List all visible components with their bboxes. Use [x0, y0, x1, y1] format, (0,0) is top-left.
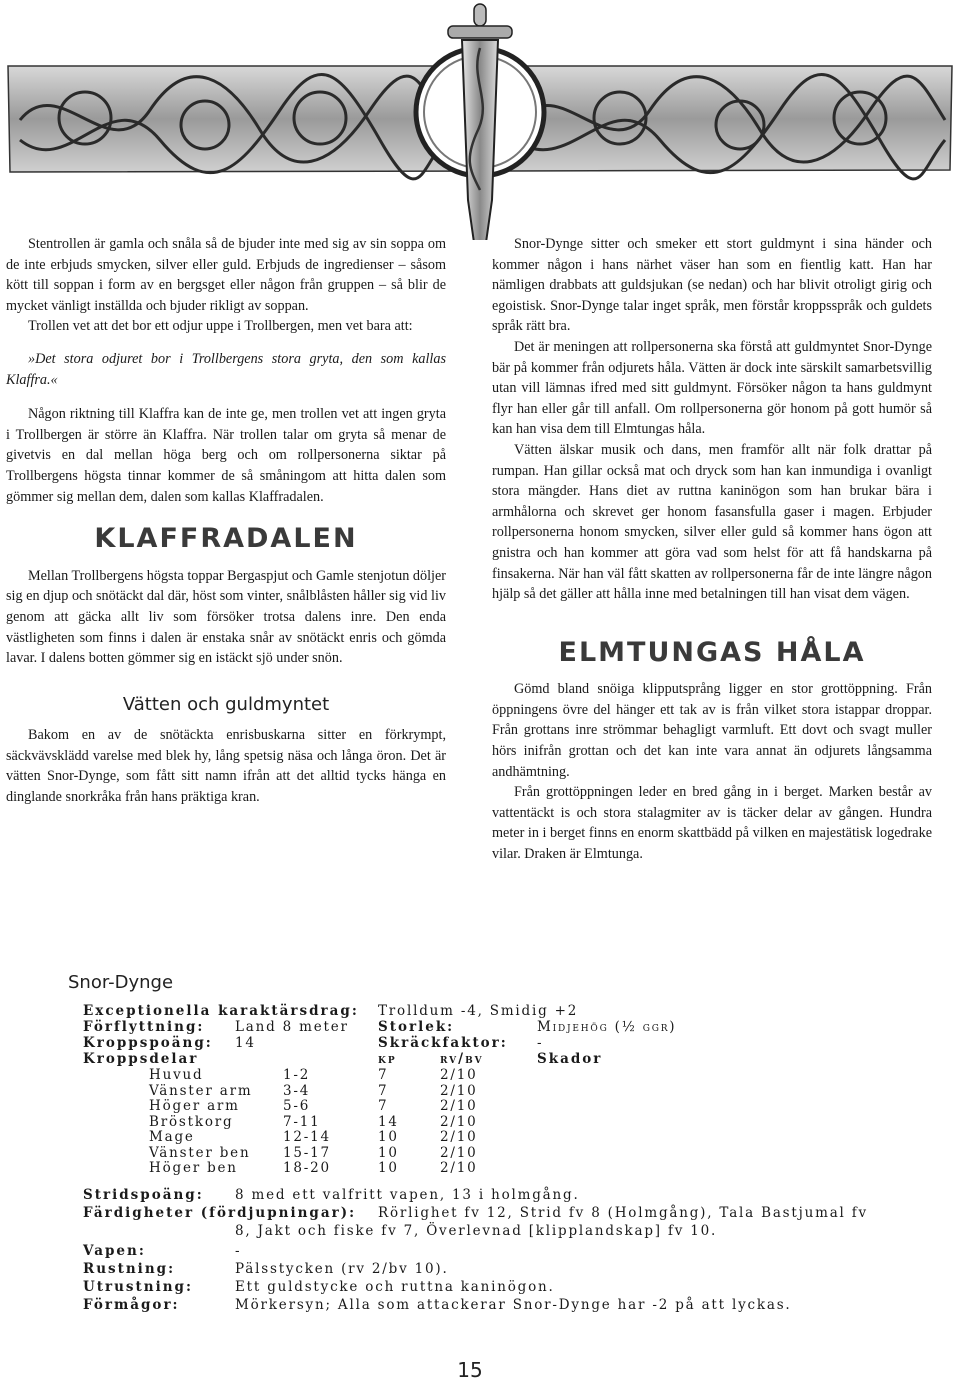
paragraph: Mellan Trollbergens högsta toppar Bergaspjut och Gamle stenjotun döljer sig en djup och snötäckt dal där, höst som vinter, snålblåsten håller sig vid liv genom att gäcka allt liv som försöker trotsa dalens inre. Den enda västligheten som finns i dalen är enstaka snår av snötäckt enris och gömda lavar. I dalens botten gömmer sig en istäckt sjö under snön.: [6, 567, 446, 667]
bodypart-name: Vänster ben: [149, 1144, 251, 1161]
stat-label: Kroppsdelar: [83, 1051, 199, 1067]
stat-value: 8 med ett valfritt vapen, 13 i holmgång.: [235, 1187, 580, 1203]
paragraph: Det är meningen att rollpersonerna ska förstå att guldmyntet Snor-Dynge bär på kommer från odjurets håla. Vätten är dock inte särskilt samarbetsvillig utan vill lämnas ifred med sitt guldmynt. Försöker någon ta hans guldmynt flyr han eller går till anfall. Om rollpersonerna gör honom på gott humör så kan han visa dem till Elmtungas håla.: [492, 338, 932, 438]
stat-row-bodyparts-header: [83, 1051, 943, 1067]
bodypart-name: Höger arm: [149, 1098, 240, 1114]
stat-label: Skräckfaktor:: [378, 1035, 508, 1051]
stat-row-gear: [83, 1279, 555, 1295]
stat-row-exceptional: [83, 1003, 579, 1019]
bodypart-kp: 7: [378, 1098, 389, 1114]
stat-label: Förmågor:: [83, 1297, 180, 1313]
stat-row-skills: [83, 1205, 868, 1221]
subsection-heading: Vätten och guldmyntet: [122, 693, 330, 715]
knotwork-banner-illustration: [0, 0, 960, 240]
stat-row-weapon: [83, 1243, 242, 1259]
bodypart-rvbv: 2/10: [440, 1098, 478, 1114]
stat-value: Trolldum -4, Smidig +2: [378, 1003, 579, 1019]
bodypart-rvbv: 2/10: [440, 1113, 478, 1130]
stat-row-armor: [83, 1261, 449, 1277]
paragraph: Gömd bland snöiga klipputsprång ligger en stor grottöppning. Från öppningens övre del hänger ett tak av is från vilket stora istappar droppar. Från grottans inre strömmar behagligt varmluft. Ett dovt och svagt muller hörs inifrån grottan och det kan inte vara annat än odjurets långsamma andhämtning.: [492, 681, 932, 780]
paragraph: Stentrollen är gamla och snåla så de bjuder inte med sig av sin soppa om de inte erbjuds smycken, silver eller guld. Erbjuds de ingredienser – såsom kött till soppan i form av en bergsget eller någon från gruppen – så blir de mycket vänligt inställda och bjuder rikligt av soppan.: [6, 236, 446, 314]
bodypart-range: 3-4: [283, 1082, 311, 1099]
stat-label: Vapen:: [83, 1243, 146, 1259]
paragraph: Vätten älskar musik och dans, men framför allt när folk drattar på rumpan. Han gillar också mat och dryck som han kan inmundiga i ovanligt stora mängder. Hans diet av ruttna kaninögon som han brukar bära i armhålorna och skrevet ger honom fasansfulla gaser i magen. Erbjuder rollpersonerna honom smycken, silver eller guld så kommer hans ögon att gnistra och han kommer att göra vad som helst för att få handskarna på finsakerna. När han väl fått skatten av rollpersonerna får de inte längre någon hjälp så det gäller att hålla inne med betalningen till han visat dem vägen.: [492, 441, 932, 603]
paragraph: Från grottöppningen leder en bred gång in i berget. Marken består av vattentäckt is och stora stalagmiter av is täcker delar av gången. Hundra meter in i berget finns en enorm skattbädd på vilken en majestätisk logedrake vilar. Draken är Elmtunga.: [492, 784, 932, 863]
stat-value: 8, Jakt och fiske fv 7, Överlevnad [klipplandskap] fv 10.: [235, 1223, 718, 1239]
stat-value: Land 8 meter: [235, 1019, 349, 1035]
bodypart-range: 18-20: [283, 1160, 331, 1176]
stat-value: Midjehög (½ ggr): [537, 1019, 677, 1035]
stat-row-abilities: [83, 1297, 792, 1313]
stat-label: Rustning:: [83, 1261, 176, 1277]
quote: »Det stora odjuret bor i Trollbergens stora gryta, den som kallas Klaffra.«: [6, 350, 446, 388]
bodypart-rvbv: 2/10: [440, 1144, 478, 1161]
bodypart-kp: 14: [378, 1113, 399, 1130]
stat-row-combat: [83, 1187, 580, 1203]
bodypart-row: [83, 1129, 943, 1145]
right-column: [492, 234, 932, 865]
bodypart-range: 12-14: [283, 1129, 331, 1145]
paragraph: Någon riktning till Klaffra kan de inte ge, men trollen vet att ingen gryta i Trollbergen är större än Klaffra. När trollen talar om gryta så menar de givetvis en dal mellan höga berg och om rollpersonerna siktar på Trollbergens högsta tinnar kommer de så småningom att hitta dalen som gömmer sig mellan dem, dalen som kallas Klaffradalen.: [6, 406, 446, 505]
stat-label: Kroppspoäng:: [83, 1035, 213, 1051]
stat-label: Förflyttning:: [83, 1019, 205, 1035]
stat-label: Storlek:: [378, 1019, 455, 1035]
bodypart-row: [83, 1145, 943, 1161]
bodypart-rvbv: 2/10: [440, 1082, 478, 1099]
stat-row-hitpoints: [83, 1035, 943, 1051]
stat-value: -: [537, 1035, 544, 1051]
stat-label: Stridspoäng:: [83, 1187, 204, 1203]
bodypart-range: 5-6: [283, 1098, 311, 1114]
bodypart-rvbv: 2/10: [440, 1160, 478, 1176]
stat-value: Rörlighet fv 12, Strid fv 8 (Holmgång), Tala Bastjumal fv: [378, 1205, 868, 1221]
statblock-title: Snor-Dynge: [68, 972, 174, 993]
stat-label: Färdigheter (fördjupningar):: [83, 1205, 357, 1221]
stat-value: Pälsstycken (rv 2/bv 10).: [235, 1261, 449, 1277]
bodypart-row: [83, 1083, 943, 1099]
bodypart-kp: 7: [378, 1082, 389, 1099]
bodypart-kp: 10: [378, 1129, 399, 1145]
stat-label: Exceptionella karaktärsdrag:: [83, 1003, 359, 1019]
stat-value: Mörkersyn; Alla som attackerar Snor-Dynge har -2 på att lyckas.: [235, 1297, 792, 1313]
bodypart-row: [83, 1067, 943, 1083]
column-header: Skador: [537, 1051, 603, 1067]
bodypart-name: Höger ben: [149, 1160, 238, 1176]
section-heading: ELMTUNGAS HÅLA: [558, 636, 866, 668]
bodypart-rvbv: 2/10: [440, 1067, 478, 1083]
bodypart-range: 15-17: [283, 1144, 331, 1161]
bodypart-name: Huvud: [149, 1067, 204, 1083]
bodypart-kp: 10: [378, 1144, 399, 1161]
stat-label: Utrustning:: [83, 1279, 193, 1295]
section-heading: KLAFFRADALEN: [94, 523, 358, 555]
paragraph: Bakom en av de snötäckta enrisbuskarna sitter en förkrympt, säckvävsklädd varelse med blek hy, lång spetsig näsa och långa öron. Det är vätten Snor-Dynge, som fått sitt namn ifrån att det alltid tycks hänga en dinglande snorkråka från hans präktiga kran.: [6, 727, 446, 806]
column-header: kp: [378, 1051, 397, 1067]
bodypart-name: Mage: [149, 1129, 195, 1145]
bodypart-name: Bröstkorg: [149, 1113, 234, 1130]
stat-value: 14: [235, 1035, 256, 1051]
paragraph: Trollen vet att det bor ett odjur uppe i Trollbergen, men vet bara att:: [28, 318, 413, 335]
bodypart-range: 7-11: [283, 1113, 321, 1130]
bodypart-kp: 7: [378, 1067, 389, 1083]
bodypart-name: Vänster arm: [149, 1082, 253, 1099]
bodypart-range: 1-2: [283, 1067, 311, 1083]
left-column: [6, 234, 446, 808]
stat-value: -: [235, 1243, 242, 1259]
stat-value: Ett guldstycke och ruttna kaninögon.: [235, 1279, 555, 1295]
page-number: 15: [457, 1358, 483, 1382]
bodypart-row: [83, 1114, 943, 1130]
bodypart-rvbv: 2/10: [440, 1129, 478, 1145]
paragraph: Snor-Dynge sitter och smeker ett stort guldmynt i sina händer och kommer någon i hans närhet väser han som en fientlig katt. Han har nämligen drabbats att guldsjukan (se nedan) och har blivit otroligt girig och egoistisk. Snor-Dynge talar inget språk, men förstår kroppsspråk och guldets språk rätt bra.: [492, 236, 932, 335]
bodypart-row: [83, 1098, 943, 1114]
column-header: rv/bv: [440, 1051, 484, 1067]
stat-row-movement: [83, 1019, 943, 1035]
bodypart-kp: 10: [378, 1160, 399, 1176]
bodypart-row: [83, 1160, 943, 1176]
